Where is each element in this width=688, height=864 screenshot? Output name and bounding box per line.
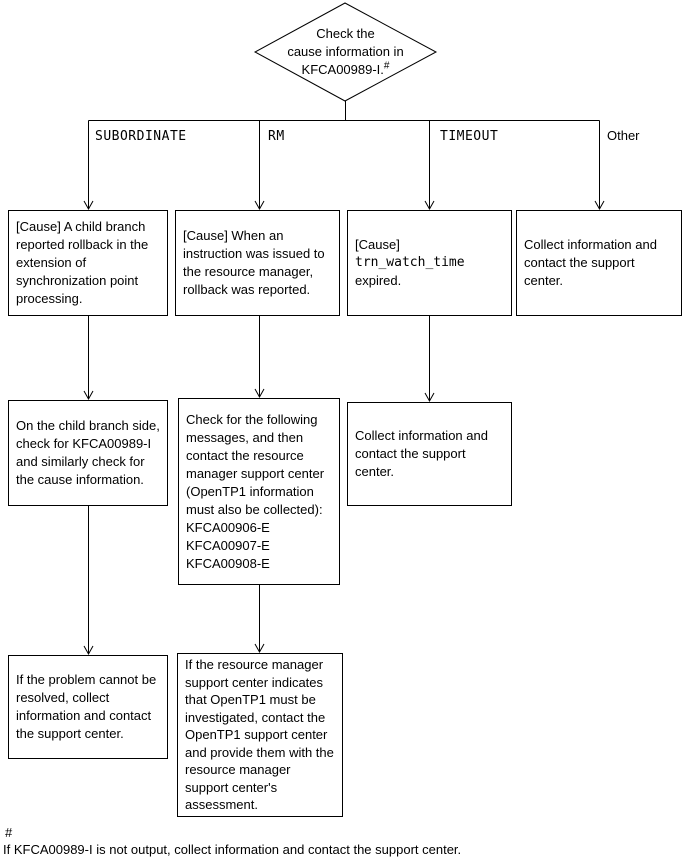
box-subordinate-check-text: On the child branch side, check for KFCA00989-I and similarly check for the cause information. — [16, 418, 160, 487]
box-other-action — [516, 210, 682, 316]
footnote-ref-mark: # — [383, 60, 390, 72]
rm-check-message-2: KFCA00907-E — [186, 537, 270, 553]
branch-lines — [89, 101, 600, 653]
branch-label-subordinate: SUBORDINATE — [95, 129, 187, 144]
box-subordinate-check — [8, 400, 168, 506]
branch-label-other: Other — [607, 128, 640, 143]
decision-text — [255, 25, 436, 79]
timeout-cause-code: trn_watch_time — [355, 255, 465, 270]
branch-label-rm: RM — [268, 129, 285, 144]
box-rm-check-text: Check for the following messages, and then contact the resource manager support center (OpenTP1 information must also be collected): — [186, 411, 325, 517]
box-timeout-cause — [347, 210, 512, 316]
box-rm-cause-text: [Cause] When an instruction was issued to the resource manager, rollback was reported. — [183, 228, 325, 297]
box-other-action-text: Collect information and contact the support center. — [524, 237, 657, 288]
box-subordinate-cause-text: [Cause] A child branch reported rollback in the extension of synchronization point processing. — [16, 219, 149, 306]
decision-line-1: Check the — [316, 26, 375, 41]
box-subordinate-final — [8, 655, 168, 759]
timeout-cause-label: [Cause] — [355, 237, 400, 252]
decision-line-3: KFCA00989-I.# — [301, 60, 390, 77]
rm-check-message-1: KFCA00906-E — [186, 519, 270, 535]
footnote-marker: # — [5, 825, 13, 840]
rm-check-message-3: KFCA00908-E — [186, 555, 270, 571]
box-rm-final — [177, 653, 343, 817]
box-rm-check — [178, 398, 340, 585]
box-rm-cause — [175, 210, 340, 316]
box-timeout-action-text: Collect information and contact the support center. — [355, 428, 488, 479]
timeout-cause-suffix: expired. — [355, 273, 402, 288]
decision-line-2: cause information in — [287, 44, 404, 59]
branch-label-timeout: TIMEOUT — [440, 129, 499, 144]
box-timeout-action — [347, 402, 512, 506]
box-subordinate-final-text: If the problem cannot be resolved, collect information and contact the support center. — [16, 672, 157, 741]
box-subordinate-cause — [8, 210, 168, 316]
footnote-text: If KFCA00989-I is not output, collect information and contact the support center. — [3, 842, 462, 857]
box-rm-final-text: If the resource manager support center indicates that OpenTP1 must be investigated, contact the OpenTP1 support center and provide them with the resource manager support center's assessment. — [185, 657, 334, 813]
